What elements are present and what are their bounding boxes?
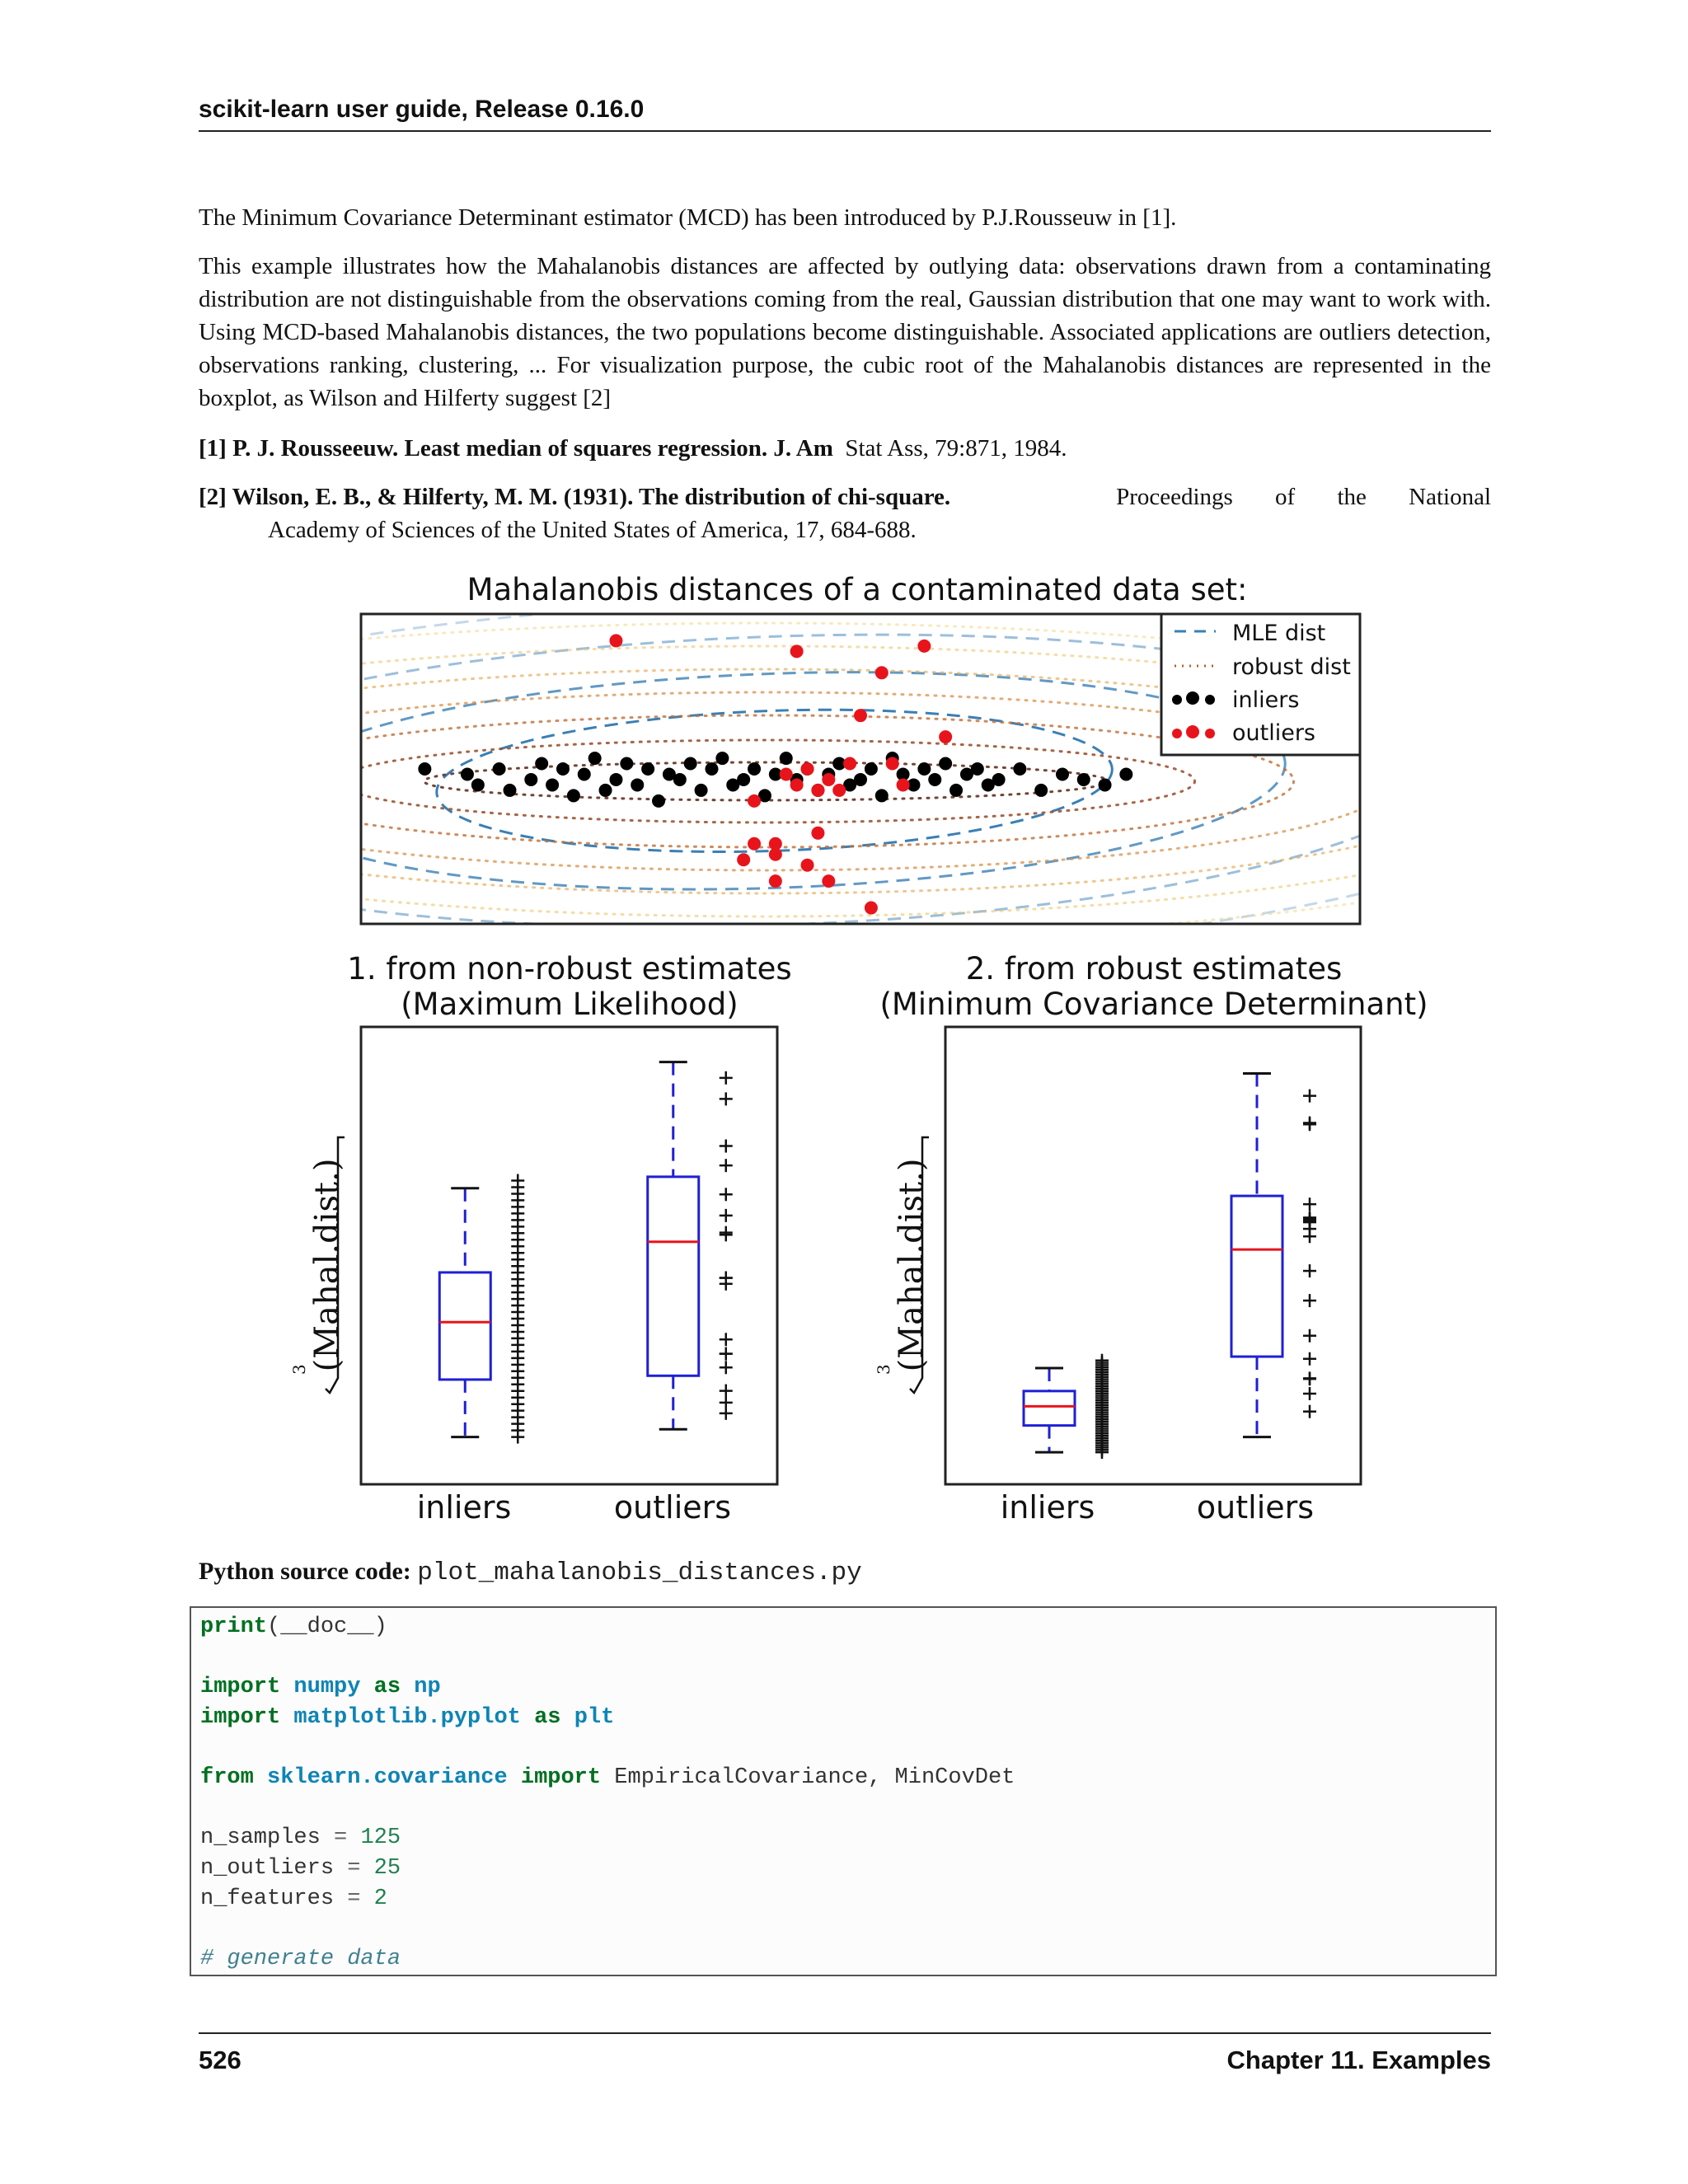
code-number: 2 <box>373 1886 387 1911</box>
page-header <box>199 92 1491 132</box>
code-line-6 <box>200 1856 401 1881</box>
outlier-point <box>610 635 622 647</box>
inlier-point <box>940 757 952 770</box>
code-line-3 <box>200 1705 614 1730</box>
ylabel-1-text: (Mahal.dist.) <box>308 1158 346 1372</box>
outlier-point <box>833 784 846 796</box>
outlier-point <box>875 667 888 679</box>
description-paragraph: This example illustrates how the Mahalanobis distances are affected by outlying data: observations drawn from a contaminating distribution are not distinguishable from the observations coming from the real, Gaussian distribution that one may want to work with. Using MCD-based Mahalanobis distances, the two populations become distinguishable. Associated applications are outliers detection, observations ranking, clustering, ... For visualization purpose, the cubic root of the Mahalanobis distances are represented in the boxplot, as Wilson and Hilferty suggest [2] <box>199 253 1491 411</box>
ylabel-1-index: 3 <box>289 1364 309 1375</box>
inlier-point <box>525 773 537 785</box>
inlier-point <box>1056 768 1068 780</box>
mahalanobis-figure <box>0 560 1688 1541</box>
inlier-point <box>684 757 696 770</box>
outlier-point <box>886 757 898 770</box>
outlier-point <box>823 773 835 785</box>
ylabel-1 <box>308 1159 346 1372</box>
boxplot-ml <box>361 1027 777 1484</box>
code-text: n_outliers <box>200 1856 335 1881</box>
outlier-point <box>918 640 931 652</box>
code-keyword: print <box>200 1615 268 1639</box>
outlier-point <box>855 710 867 722</box>
outlier-point <box>790 779 803 791</box>
scatter-plot <box>0 569 1688 991</box>
box2-xtick-inliers: inliers <box>1000 1489 1095 1526</box>
code-line-5 <box>200 1825 401 1850</box>
code-operator: = <box>347 1886 361 1911</box>
inlier-point <box>621 757 633 770</box>
ylabel-2-text: (Mahal.dist.) <box>893 1158 931 1372</box>
outlier-point <box>823 875 835 888</box>
header-title: scikit-learn user guide, Release 0.16.0 <box>199 96 645 123</box>
code-module: matplotlib.pyplot <box>293 1705 521 1730</box>
page-footer <box>199 2032 1491 2083</box>
outlier-point <box>812 827 824 839</box>
box1-title-line1: 1. from non-robust estimates <box>347 951 792 987</box>
inlier-point <box>971 763 983 776</box>
outlier-point <box>844 757 856 770</box>
inlier-point <box>588 752 601 765</box>
inlier-point <box>610 773 622 785</box>
outlier-point <box>865 902 877 914</box>
inlier-point <box>695 784 707 796</box>
code-line-8 <box>200 1947 401 1971</box>
code-keyword: import <box>200 1705 281 1730</box>
inlier-point <box>461 768 473 780</box>
inlier-point <box>1035 784 1048 796</box>
outlier-point <box>769 848 781 860</box>
code-keyword: as <box>534 1705 561 1730</box>
reference-2-bold: [2] Wilson, E. B., & Hilferty, M. M. (1931). The distribution of chi-square. <box>199 484 951 510</box>
code-line-7 <box>200 1886 387 1911</box>
source-line <box>199 1558 862 1587</box>
inlier-point <box>865 763 877 776</box>
outlier-point <box>780 768 792 780</box>
legend-inliers-label: inliers <box>1232 687 1300 713</box>
inlier-point <box>673 773 686 785</box>
inlier-point <box>780 752 792 765</box>
inlier-point <box>567 790 579 802</box>
code-comment: # generate data <box>200 1947 401 1971</box>
inlier-point <box>419 763 431 776</box>
code-keyword: as <box>373 1675 401 1699</box>
inlier-point <box>653 794 665 807</box>
outlier-point <box>897 779 909 791</box>
boxplot-mcd <box>945 1027 1361 1484</box>
reference-2 <box>199 480 1491 546</box>
reference-1-bold: [1] P. J. Rousseeuw. Least median of squares regression. J. Am <box>199 435 833 462</box>
box1-xtick-outliers: outliers <box>613 1489 732 1526</box>
inlier-point <box>855 773 867 785</box>
code-text: n_features <box>200 1886 335 1911</box>
inlier-point <box>1099 779 1111 791</box>
inlier-point <box>578 768 590 780</box>
inlier-point <box>992 773 1005 785</box>
legend-outliers-label: outliers <box>1232 720 1315 746</box>
box1-title-line2: (Maximum Likelihood) <box>401 987 738 1022</box>
inlier-point <box>642 763 654 776</box>
chapter-title: Chapter 11. Examples <box>1226 2046 1491 2074</box>
inlier-point <box>504 784 516 796</box>
outlier-point <box>738 854 750 866</box>
reference-2-cont: Academy of Sciences of the United States of America, 17, 684-688. <box>268 517 917 543</box>
box2-xtick-outliers: outliers <box>1196 1489 1315 1526</box>
source-filename-link[interactable]: plot_mahalanobis_distances.py <box>417 1558 862 1587</box>
code-keyword: import <box>520 1765 602 1790</box>
inlier-point <box>716 752 729 765</box>
ylabel-2-index: 3 <box>874 1364 893 1375</box>
outlier-point <box>748 794 761 807</box>
code-line-1 <box>200 1615 387 1639</box>
source-label: Python source code: <box>199 1558 411 1585</box>
inlier-point <box>875 790 888 802</box>
code-block <box>190 1606 1497 1976</box>
intro-paragraph: The Minimum Covariance Determinant estimator (MCD) has been introduced by P.J.Rousseuw in [1]. <box>199 204 1177 231</box>
inlier-point <box>546 779 559 791</box>
inlier-point <box>738 773 750 785</box>
reference-1 <box>199 432 1491 465</box>
inlier-point <box>631 779 644 791</box>
page-number: 526 <box>199 2046 241 2074</box>
ylabel-2 <box>893 1159 931 1372</box>
legend <box>1161 614 1360 755</box>
legend-robust-label: robust dist <box>1232 654 1351 680</box>
scatter-title: Mahalanobis distances of a contaminated data set: <box>467 572 1248 607</box>
code-keyword: from <box>200 1765 254 1790</box>
outlier-point <box>790 645 803 658</box>
outlier-point <box>801 859 814 871</box>
inlier-point <box>706 763 718 776</box>
inlier-point <box>599 784 612 796</box>
code-line-2 <box>200 1675 441 1699</box>
outlier-point <box>940 731 952 743</box>
box1-xtick-inliers: inliers <box>416 1489 512 1526</box>
code-module: np <box>414 1675 441 1699</box>
reference-1-rest: Stat Ass, 79:871, 1984. <box>845 435 1067 462</box>
code-operator: = <box>347 1856 361 1881</box>
inlier-point <box>1120 768 1132 780</box>
inlier-point <box>1014 763 1026 776</box>
inlier-point <box>536 757 548 770</box>
inlier-point <box>929 773 941 785</box>
code-operator: = <box>334 1825 348 1850</box>
code-module: plt <box>574 1705 615 1730</box>
code-number: 125 <box>360 1825 401 1850</box>
outlier-point <box>748 837 761 850</box>
outlier-point <box>769 875 781 888</box>
code-text: EmpiricalCovariance, MinCovDet <box>614 1765 1015 1790</box>
inlier-point <box>918 763 931 776</box>
inlier-point <box>471 779 484 791</box>
outlier-point <box>801 763 814 776</box>
box2-title-line1: 2. from robust estimates <box>965 951 1343 987</box>
code-number: 25 <box>373 1856 401 1881</box>
code-module: sklearn.covariance <box>267 1765 508 1790</box>
inlier-point <box>493 763 505 776</box>
reference-2-rest: Proceedings of the National <box>1116 484 1491 510</box>
code-keyword: import <box>200 1675 281 1699</box>
code-module: numpy <box>293 1675 361 1699</box>
inlier-point <box>950 784 963 796</box>
inlier-point <box>1077 773 1090 785</box>
legend-mle-label: MLE dist <box>1232 621 1326 646</box>
outlier-point <box>812 784 824 796</box>
code-line-4 <box>200 1765 1015 1790</box>
inlier-point <box>556 763 569 776</box>
box2-title-line2: (Minimum Covariance Determinant) <box>879 987 1428 1022</box>
code-text: n_samples <box>200 1825 321 1850</box>
inlier-point <box>748 763 761 776</box>
code-text: (__doc__) <box>267 1615 387 1639</box>
